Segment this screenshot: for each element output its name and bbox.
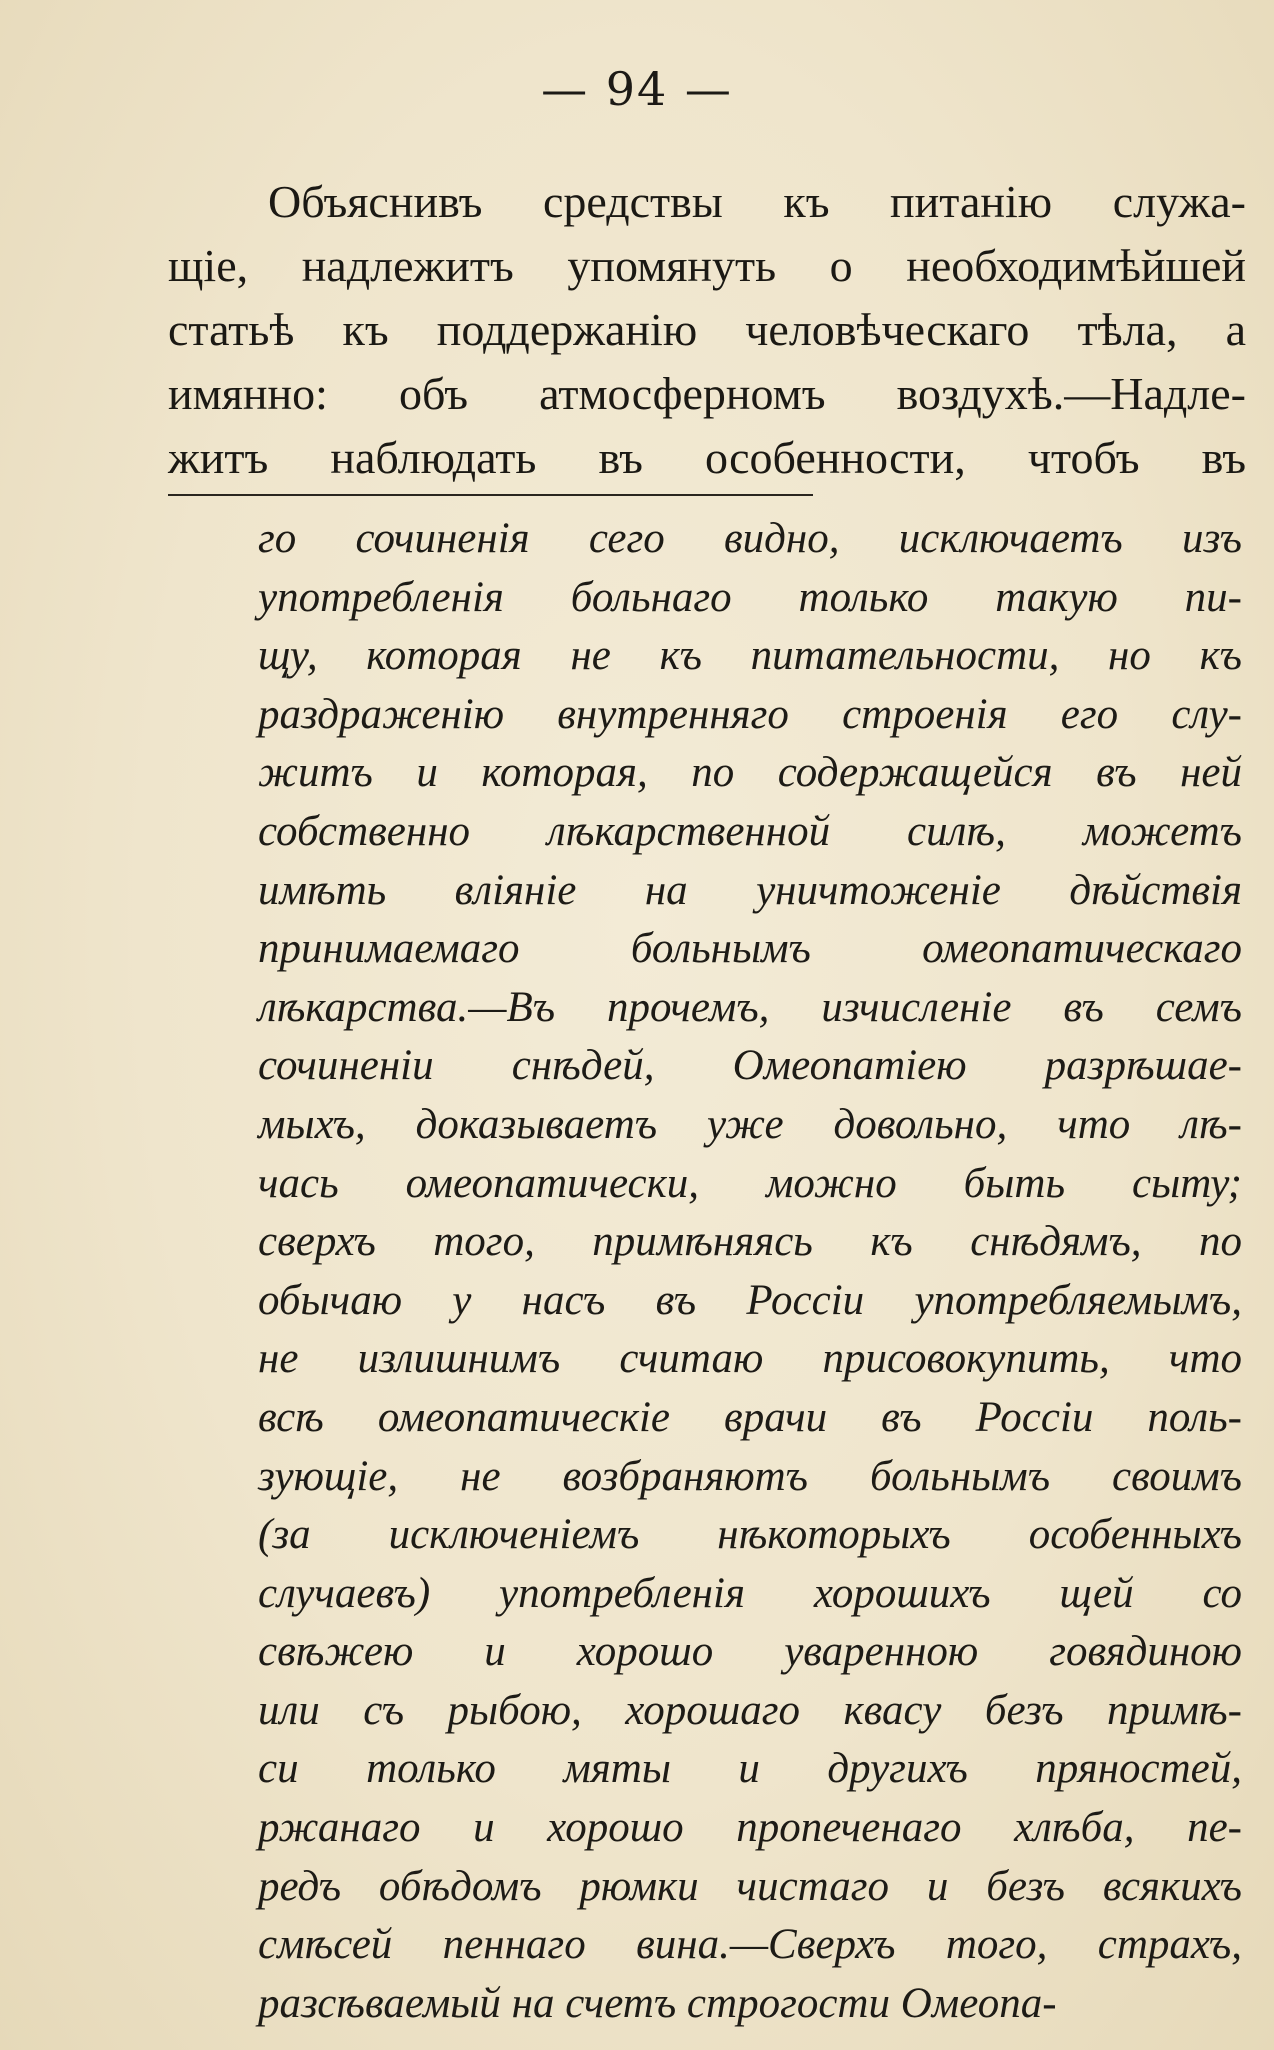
- footnote-line: принимаемаго больнымъ омеопатическаго: [258, 925, 1242, 973]
- footnote-line: редъ обѣдомъ рюмки чистаго и безъ всякихъ: [258, 1862, 1242, 1910]
- footnote-line: обычаю у насъ въ Россіи употребляемымъ,: [258, 1276, 1242, 1324]
- footnote-line: употребленія больнаго только такую пи-: [258, 573, 1242, 621]
- footnote-line: свѣжею и хорошо уваренною говядиною: [258, 1628, 1242, 1676]
- main-text-line: имянно: объ атмосферномъ воздухѣ.—Надле-: [168, 368, 1246, 419]
- footnote-line: или съ рыбою, хорошаго квасу безъ примѣ-: [258, 1686, 1242, 1734]
- footnote-line: случаевъ) употребленія хорошихъ щей со: [258, 1569, 1242, 1617]
- footnote-line: раздраженію внутренняго строенія его слу-: [258, 690, 1242, 738]
- footnote-line: сочиненіи снѣдей, Омеопатіею разрѣшае-: [258, 1042, 1242, 1090]
- footnote-line: ржанаго и хорошо пропеченаго хлѣба, пе-: [258, 1804, 1242, 1852]
- footnote-line: го сочиненія сего видно, исключаетъ изъ: [258, 515, 1242, 562]
- footnote-block: [258, 510, 1242, 2033]
- footnote-line: мыхъ, доказываетъ уже довольно, что лѣ-: [258, 1100, 1242, 1148]
- footnote-line: си только мяты и другихъ пряностей,: [258, 1745, 1242, 1793]
- footnote-line: (за исключеніемъ нѣкоторыхъ особенныхъ: [258, 1511, 1242, 1559]
- footnote-line: сверхъ того, примѣняясь къ снѣдямъ, по: [258, 1218, 1242, 1266]
- footnote-line: зующіе, не возбраняютъ больнымъ своимъ: [258, 1452, 1242, 1500]
- footnote-line: всѣ омеопатическіе врачи въ Россіи поль-: [258, 1393, 1242, 1441]
- footnote-line: не излишнимъ считаю присовокупить, что: [258, 1335, 1242, 1383]
- footnote-line: щу, которая не къ питательности, но къ: [258, 632, 1242, 680]
- page-number: — 94 —: [541, 62, 733, 116]
- footnote-line: собственно лѣкарственной силѣ, можетъ: [258, 807, 1242, 855]
- footnote-line: лѣкарства.—Въ прочемъ, изчисленіе въ семъ: [258, 983, 1242, 1031]
- main-text-block: [168, 170, 1246, 490]
- main-text-line: Объяснивъ средствы къ питанію служа-: [268, 176, 1246, 227]
- main-text-line: щіе, надлежитъ упомянуть о необходимѣйшей: [168, 240, 1246, 291]
- footnote-line: смѣсей пеннаго вина.—Сверхъ того, страхъ,: [258, 1921, 1242, 1969]
- footnote-line: разсѣваемый на счетъ строгости Омеопа-: [258, 1979, 1057, 2027]
- footnote-line: чась омеопатически, можно быть сыту;: [258, 1159, 1242, 1207]
- footnote-separator-rule: [168, 494, 813, 496]
- main-text-line: житъ наблюдать въ особенности, чтобъ въ: [168, 432, 1246, 483]
- footnote-line: житъ и которая, по содержащейся въ ней: [258, 749, 1242, 797]
- main-text-line: статьѣ къ поддержанію человѣческаго тѣла, а: [168, 304, 1246, 355]
- footnote-line: имѣть вліяніе на уничтоженіе дѣйствія: [258, 866, 1242, 914]
